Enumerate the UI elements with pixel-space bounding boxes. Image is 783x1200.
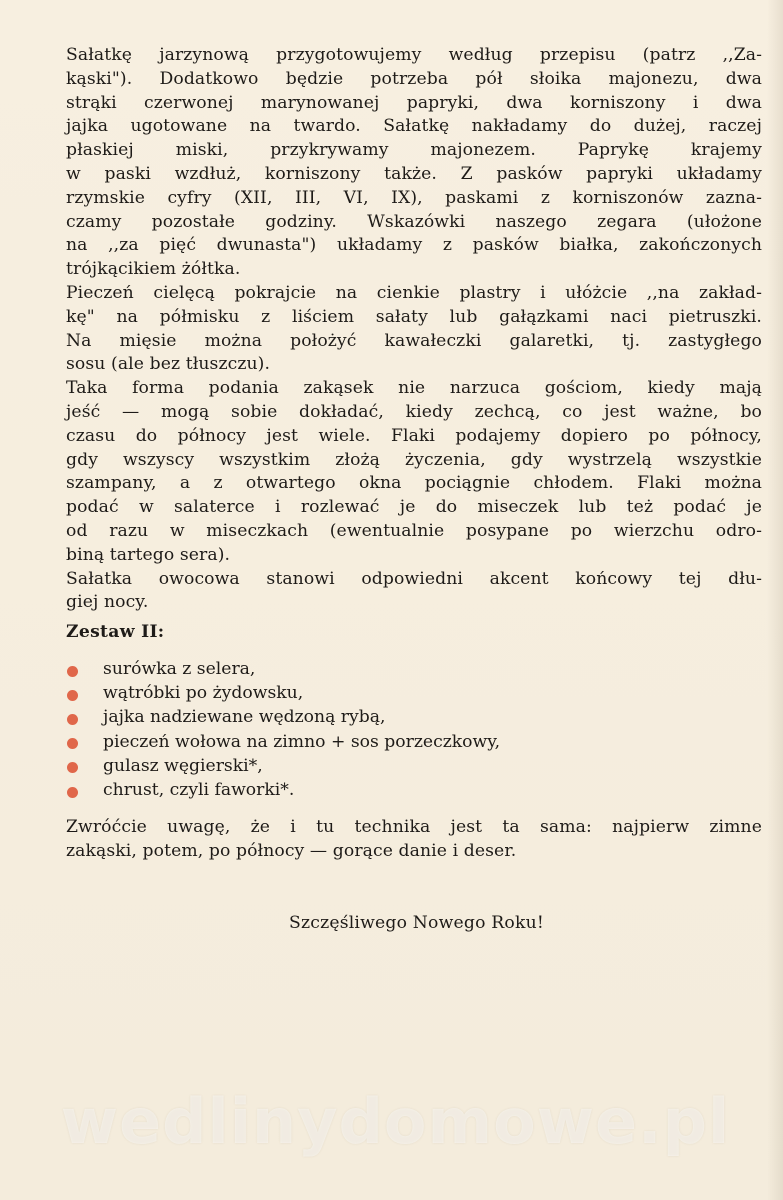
text-line: Sałatkę jarzynową przygotowujemy według przepisu (patrz ,,Za-: [66, 45, 762, 65]
paragraph-veal: [66, 282, 762, 377]
paragraph-fruit-salad: [66, 568, 762, 616]
paragraph-serving: [66, 377, 762, 567]
paragraph-salad: [66, 44, 762, 282]
menu-list: [66, 657, 500, 802]
text-line: podać w salaterce i rozlewać je do miseczek lub też podać je: [66, 497, 762, 518]
list-item: [66, 681, 500, 705]
bullet-dot-icon: [67, 714, 78, 725]
text-line: giej nocy.: [66, 592, 149, 613]
bullet-dot-icon: [67, 666, 78, 677]
text-line: czamy pozostałe godziny. Wskazówki naszego zegara (ułożone: [66, 211, 762, 232]
list-item-text: pieczeń wołowa na zimno + sos porzeczkowy,: [103, 731, 501, 752]
closing-paragraph: [66, 816, 762, 864]
text-line: Na mięsie można położyć kawałeczki galaretki, tj. zastygłego: [66, 330, 762, 351]
text-line: w paski wzdłuż, korniszony także. Z pasków papryki układamy: [66, 163, 762, 184]
text-line: jajka ugotowane na twardo. Sałatkę nakładamy do dużej, raczej: [66, 116, 762, 137]
list-item-text: wątróbki po żydowsku,: [103, 683, 304, 704]
text-line: Taka forma podania zakąsek nie narzuca gościom, kiedy mają: [66, 378, 762, 399]
text-line: kąski"). Dodatkowo będzie potrzeba pół słoika majonezu, dwa: [66, 68, 762, 89]
text-line: rzymskie cyfry (XII, III, VI, IX), paskami z korniszonów zazna-: [66, 187, 762, 208]
list-item: [66, 778, 500, 802]
list-item: [66, 657, 500, 681]
text-line: Sałatka owocowa stanowi odpowiedni akcent końcowy tej dłu-: [66, 568, 762, 589]
text-line: sosu (ale bez tłuszczu).: [66, 354, 271, 375]
list-item: [66, 705, 500, 729]
page-edge-shadow: [767, 0, 783, 1200]
bullet-dot-icon: [67, 762, 78, 773]
text-line: Zwróćcie uwagę, że i tu technika jest ta sama: najpierw zimne: [66, 817, 762, 837]
text-line: biną tartego sera).: [66, 544, 231, 565]
new-year-greeting: Szczęśliwego Nowego Roku!: [289, 913, 544, 933]
list-item-text: gulasz węgierski*,: [103, 755, 263, 776]
set-heading: Zestaw II:: [66, 622, 165, 642]
body-text: [66, 44, 762, 615]
text-line: kę" na półmisku z liściem sałaty lub gałązkami naci pietruszki.: [66, 306, 762, 327]
list-item: [66, 730, 500, 754]
list-item-text: jajka nadziewane wędzoną rybą,: [103, 707, 386, 728]
text-line: strąki czerwonej marynowanej papryki, dwa korniszony i dwa: [66, 92, 762, 113]
bullet-dot-icon: [67, 787, 78, 798]
text-line: Pieczeń cielęcą pokrajcie na cienkie plastry i ułóżcie ,,na zakład-: [66, 282, 762, 303]
list-item-text: surówka z selera,: [103, 659, 256, 680]
bullet-dot-icon: [67, 738, 78, 749]
text-line: trójkącikiem żółtka.: [66, 259, 241, 280]
list-item-text: chrust, czyli faworki*.: [103, 780, 295, 801]
watermark: wedlinydomowe.pl: [60, 1085, 731, 1158]
list-item: [66, 754, 500, 778]
text-line: od razu w miseczkach (ewentualnie posypane po wierzchu odro-: [66, 520, 762, 541]
text-line: szampany, a z otwartego okna pociągnie chłodem. Flaki można: [66, 473, 762, 494]
text-line: jeść — mogą sobie dokładać, kiedy zechcą, co jest ważne, bo: [66, 401, 762, 422]
text-line: czasu do północy jest wiele. Flaki podajemy dopiero po północy,: [66, 425, 762, 446]
text-line: zakąski, potem, po północy — gorące danie i deser.: [66, 840, 517, 861]
text-line: na ,,za pięć dwunasta") układamy z pasków białka, zakończonych: [66, 235, 762, 256]
bullet-dot-icon: [67, 690, 78, 701]
text-line: płaskiej miski, przykrywamy majonezem. Paprykę krajemy: [66, 140, 762, 161]
text-line: gdy wszyscy wszystkim złożą życzenia, gdy wystrzelą wszystkie: [66, 449, 762, 470]
